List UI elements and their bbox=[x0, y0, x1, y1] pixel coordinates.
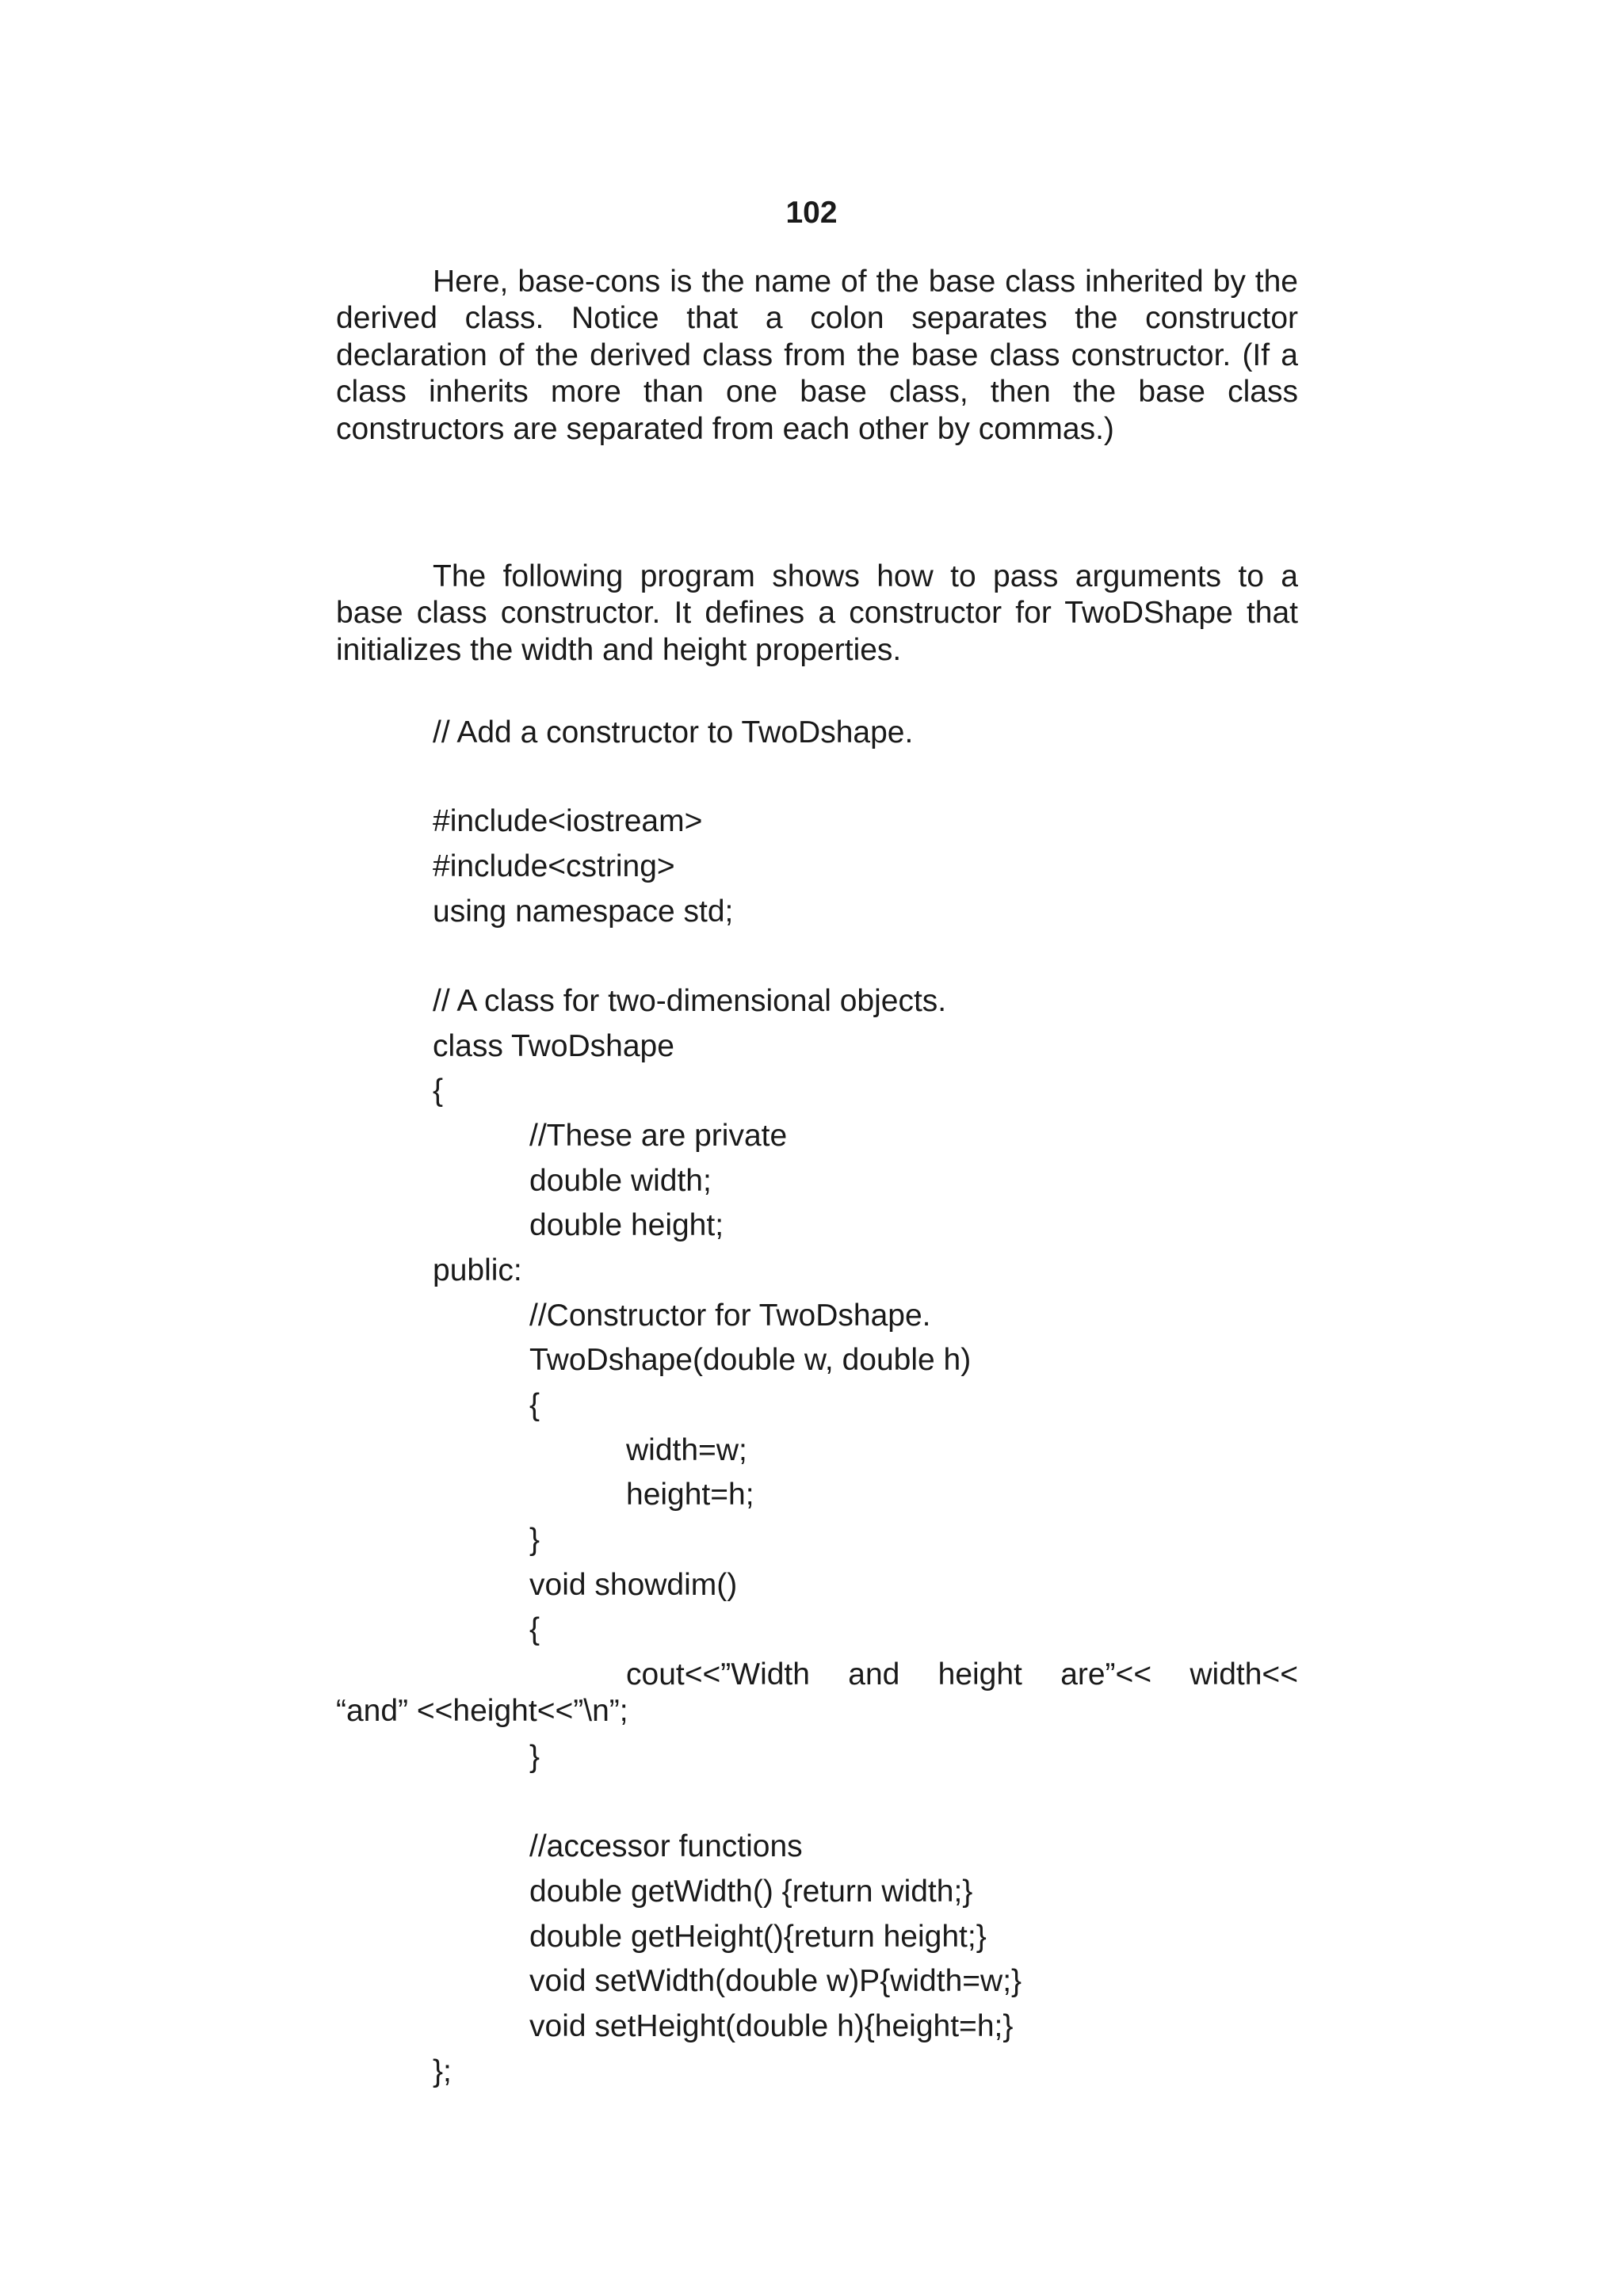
code-public-label: public: bbox=[433, 1253, 522, 1287]
code-include-cstring: #include<cstring> bbox=[433, 849, 675, 883]
paragraph-program-intro: The following program shows how to pass arguments to a base class constructor. It defines a constructor for TwoDShape that initializes the width and height properties. bbox=[336, 559, 1298, 667]
code-ctor-close-brace: } bbox=[529, 1523, 540, 1557]
code-get-height: double getHeight(){return height;} bbox=[529, 1920, 987, 1954]
paragraph-base-cons: Here, base-cons is the name of the base class inherited by the derived class. Notice that a colon separates the constructor declaration of the derived class from the base class constructor. (If a class inherits more than one base class, then the base class constructors are separated from each other by commas.) bbox=[336, 265, 1298, 446]
code-open-brace: { bbox=[433, 1074, 444, 1108]
code-set-height: void setHeight(double h){height=h;} bbox=[529, 2009, 1014, 2043]
code-assign-width: width=w; bbox=[626, 1433, 747, 1467]
code-showdim-close-brace: } bbox=[529, 1740, 540, 1774]
code-ctor-signature: TwoDshape(double w, double h) bbox=[529, 1343, 972, 1377]
code-cout-word: width<< bbox=[1190, 1657, 1298, 1691]
code-comment-add: // Add a constructor to TwoDshape. bbox=[433, 715, 914, 749]
code-using-namespace: using namespace std; bbox=[433, 894, 734, 929]
code-ctor-open-brace: { bbox=[529, 1388, 540, 1422]
code-class-close: }; bbox=[433, 2054, 452, 2088]
code-width-decl: double width; bbox=[529, 1164, 712, 1198]
code-class-decl: class TwoDshape bbox=[433, 1029, 674, 1063]
code-cout-word: height bbox=[938, 1657, 1022, 1691]
code-comment-private: //These are private bbox=[529, 1119, 788, 1153]
code-include-iostream: #include<iostream> bbox=[433, 804, 703, 838]
code-comment-accessor: //accessor functions bbox=[529, 1829, 803, 1863]
code-comment-ctor: //Constructor for TwoDshape. bbox=[529, 1299, 931, 1333]
code-cout-line1 bbox=[336, 1657, 1298, 1693]
code-showdim-signature: void showdim() bbox=[529, 1568, 738, 1602]
code-set-width: void setWidth(double w)P{width=w;} bbox=[529, 1964, 1022, 1998]
code-cout-word: cout<<”Width bbox=[626, 1657, 810, 1691]
code-assign-height: height=h; bbox=[626, 1478, 754, 1512]
code-cout-statement bbox=[336, 1657, 1298, 1730]
code-cout-word: and bbox=[848, 1657, 900, 1691]
code-showdim-open-brace: { bbox=[529, 1612, 540, 1646]
code-get-width: double getWidth() {return width;} bbox=[529, 1875, 973, 1909]
page-number: 102 bbox=[785, 196, 838, 230]
code-cout-word: are”<< bbox=[1060, 1657, 1152, 1691]
code-height-decl: double height; bbox=[529, 1208, 724, 1242]
code-cout-line2: “and” <<height<<”\n”; bbox=[336, 1694, 628, 1728]
code-comment-class: // A class for two-dimensional objects. bbox=[433, 984, 947, 1018]
